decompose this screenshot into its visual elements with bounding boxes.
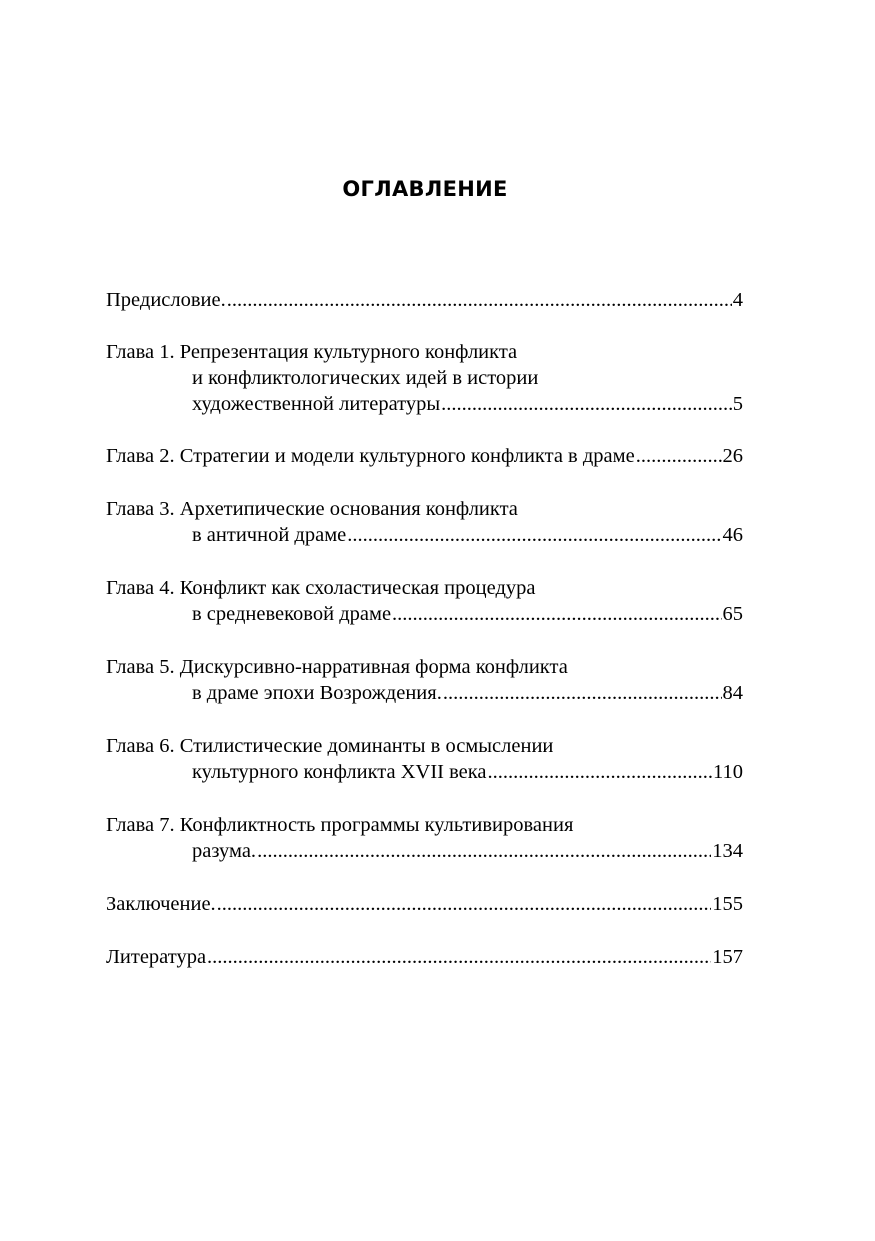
toc-entry-chapter-6[interactable]: [106, 733, 743, 785]
toc-entry-chapter-2[interactable]: [106, 443, 743, 469]
toc-entry-title-continued: художественной литературы: [192, 393, 441, 415]
toc-line: [106, 496, 743, 522]
toc-entry-conclusion[interactable]: [106, 891, 743, 917]
toc-entry-chapter-1[interactable]: [106, 339, 743, 417]
toc-line: [106, 944, 743, 970]
toc-page-number: 46: [722, 524, 743, 546]
toc-entry-title-continued: в драме эпохи Возрождения.: [192, 682, 442, 704]
dot-leader: [443, 680, 722, 706]
toc-page-number: 84: [722, 682, 743, 704]
toc-line: [106, 443, 743, 469]
dot-leader: [207, 944, 711, 970]
dot-leader: [636, 443, 722, 469]
toc-entry-title: Глава 4. Конфликт как схоластическая процедура: [106, 577, 536, 599]
toc-line: [106, 391, 743, 417]
toc-page-number: 157: [712, 946, 743, 968]
toc-line: [106, 339, 743, 365]
toc-line: [106, 654, 743, 680]
toc-page-number: 26: [722, 445, 743, 467]
toc-entry-title-continued: в средневековой драме: [192, 603, 392, 625]
toc-line: [106, 287, 743, 313]
toc-line: [106, 759, 743, 785]
toc-entry-title-continued: культурного конфликта XVII века: [192, 761, 487, 783]
toc-line: [106, 838, 743, 864]
dot-leader: [217, 891, 712, 917]
toc-entry-title: Литература: [106, 946, 207, 968]
page-title: ОГЛАВЛЕНИЕ: [342, 177, 508, 201]
toc-entry-title: Глава 2. Стратегии и модели культурного конфликта в драме: [106, 445, 635, 467]
toc-line: [106, 601, 743, 627]
toc-entry-preface[interactable]: [106, 287, 743, 313]
toc-entry-title: Глава 6. Стилистические доминанты в осмыслении: [106, 735, 554, 757]
toc-entry-title: Глава 1. Репрезентация культурного конфликта: [106, 341, 518, 363]
toc-line: [106, 812, 743, 838]
toc-line: [106, 680, 743, 706]
toc-page-number: 110: [713, 761, 743, 783]
toc-page-number: 4: [732, 289, 743, 311]
dot-leader: [257, 838, 711, 864]
toc-entry-chapter-3[interactable]: [106, 496, 743, 548]
toc-entry-title: Глава 3. Архетипические основания конфликта: [106, 498, 518, 520]
toc-entry-title: Предисловие.: [106, 289, 226, 311]
toc-line: [106, 733, 743, 759]
toc-entry-title: Заключение.: [106, 893, 216, 915]
dot-leader: [441, 391, 732, 417]
dot-leader: [227, 287, 732, 313]
toc-entry-title: Глава 5. Дискурсивно-нарративная форма конфликта: [106, 656, 568, 678]
toc-line: [106, 365, 743, 391]
dot-leader: [488, 759, 712, 785]
toc-line: [106, 575, 743, 601]
dot-leader: [347, 522, 721, 548]
toc-entry-chapter-4[interactable]: [106, 575, 743, 627]
toc-page-number: 5: [732, 393, 743, 415]
dot-leader: [392, 601, 721, 627]
toc-page-number: 134: [712, 840, 743, 862]
toc-entry-title: Глава 7. Конфликтность программы культивирования: [106, 814, 574, 836]
toc-page-number: 65: [722, 603, 743, 625]
toc-entry-title-continued: разума.: [192, 840, 257, 862]
toc-entry-bibliography[interactable]: [106, 944, 743, 970]
toc-entry-chapter-7[interactable]: [106, 812, 743, 864]
toc-entry-title-continued: и конфликтологических идей в истории: [192, 367, 539, 389]
toc-entry-title-continued: в античной драме: [192, 524, 347, 546]
toc-line: [106, 891, 743, 917]
toc-entry-chapter-5[interactable]: [106, 654, 743, 706]
toc-line: [106, 522, 743, 548]
toc-page-number: 155: [712, 893, 743, 915]
